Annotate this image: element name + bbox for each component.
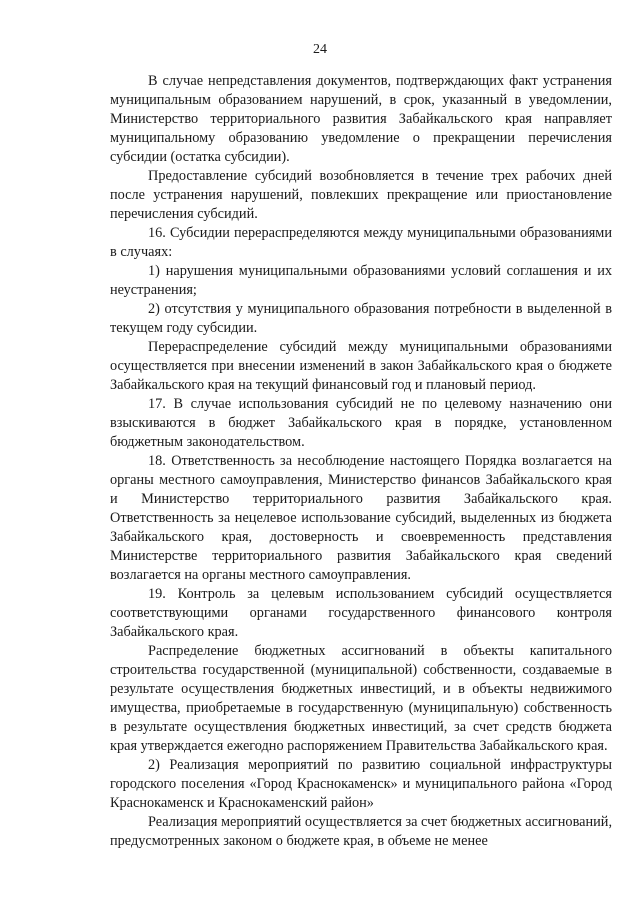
- paragraph-17-recovery: 17. В случае использования субсидий не по целевому назначению они взыскиваются в бюджет Забайкальского края в порядке, установленном бюджетным законодательством.: [110, 396, 612, 450]
- paragraph-16-case-1: 1) нарушения муниципальными образованиями условий соглашения и их неустранения;: [110, 263, 612, 298]
- paragraph-16-case-2: 2) отсутствия у муниципального образования потребности в выделенной в текущем году субсидии.: [110, 301, 612, 336]
- page-number: 24: [313, 42, 327, 57]
- paragraph-missing-documents: В случае непредставления документов, подтверждающих факт устранения муниципальным образованием нарушений, в срок, указанный в уведомлении, Министерство территориального развития Забайкальского края направляет муниципальному образованию уведомление о прекращении перечисления субсидии (остатка субсидии).: [110, 73, 612, 165]
- paragraph-18-responsibility: 18. Ответственность за несоблюдение настоящего Порядка возлагается на органы местного самоуправления, Министерство финансов Забайкальского края и Министерство территориального развития Забайкальского края. Ответственность за нецелевое использование субсидий, выделенных из бюджета Забайкальского края, достоверность и своевременность представления Министерстве территориального развития Забайкальского края сведений возлагается на органы местного самоуправления.: [110, 453, 612, 583]
- body-text: [110, 72, 612, 851]
- paragraph-16-redistribution: 16. Субсидии перераспределяются между муниципальными образованиями в случаях:: [110, 225, 612, 260]
- paragraph-19-control: 19. Контроль за целевым использованием субсидий осуществляется соответствующими органами государственного финансового контроля Забайкальского края.: [110, 586, 612, 640]
- paragraph-implementation-funding: Реализация мероприятий осуществляется за счет бюджетных ассигнований, предусмотренных законом о бюджете края, в объеме не менее: [110, 814, 613, 849]
- paragraph-redistribution-procedure: Перераспределение субсидий между муниципальными образованиями осуществляется при внесении изменений в закон Забайкальского края о бюджете Забайкальского края на текущий финансовый год и плановый период.: [110, 339, 612, 393]
- paragraph-2-social-infrastructure: 2) Реализация мероприятий по развитию социальной инфраструктуры городского поселения «Город Краснокаменск» и муниципального района «Город Краснокаменск и Краснокаменский район»: [110, 757, 612, 811]
- paragraph-capital-allocation: Распределение бюджетных ассигнований в объекты капитального строительства государственной (муниципальной) собственности, создаваемые в результате осуществления бюджетных инвестиций, и в объекты недвижимого имущества, приобретаемые в государственную (муниципальную) собственность в результате осуществления бюджетных инвестиций, за счет средств бюджета края утверждается ежегодно распоряжением Правительства Забайкальского края.: [110, 643, 612, 754]
- paragraph-resumption: Предоставление субсидий возобновляется в течение трех рабочих дней после устранения нарушений, повлекших прекращение или приостановление перечисления субсидий.: [110, 168, 612, 222]
